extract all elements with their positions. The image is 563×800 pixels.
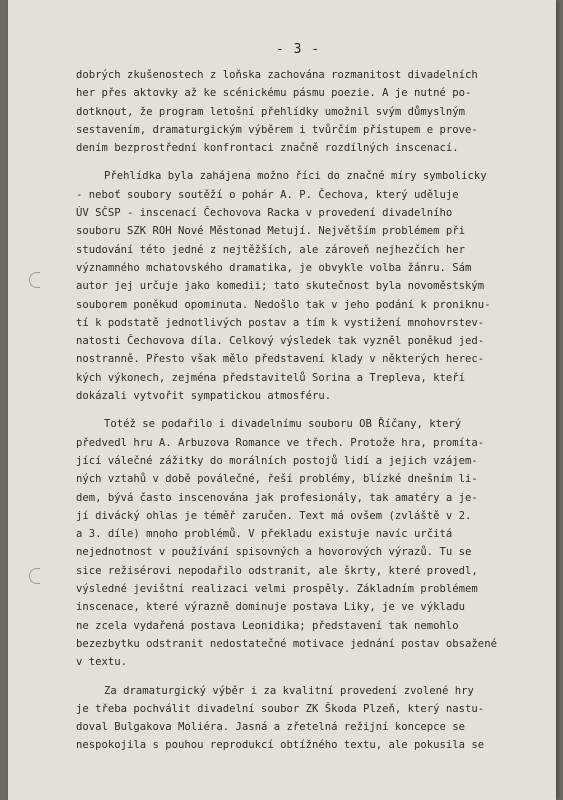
text-line: jí divácký ohlas je téměř zaručen. Text má ovšem (zvláště v 2. [76, 509, 472, 522]
punch-hole [29, 272, 40, 288]
text-line: studování této jedné z nejtěžších, ale zároveň nejhezčích her [76, 243, 466, 256]
text-line: sice režisérovi nepodařilo odstranit, ale škrty, které provedl, [76, 564, 478, 577]
paragraph-1 [76, 66, 546, 157]
text-line: Za dramaturgický výběr i za kvalitní provedení zvolené hry [104, 684, 474, 697]
paragraph-4 [76, 682, 546, 755]
text-line: Totéž se podařilo i divadelnímu souboru OB Říčany, který [104, 418, 462, 431]
text-line: tí k podstatě jednotlivých postav a tím k vystižení mnohovrstev- [76, 316, 485, 329]
text-line: dem, bývá často inscenována jak profesionály, tak amatéry a je- [76, 491, 478, 504]
text-line: kých výkonech, zejména představitelů Sorina a Trepleva, kteří [76, 371, 466, 384]
text-line: Přehlídka byla zahájena možno říci do značné míry symbolicky [104, 170, 487, 183]
text-line: - neboť soubory soutěží o pohár A. P. Čechova, který uděluje [76, 188, 459, 201]
text-line: a 3. díle) mnoho problémů. V překladu existuje navíc určitá [76, 528, 453, 541]
text-line: významného mchatovského dramatika, je obvykle volba žánru. Sám [76, 261, 472, 274]
punch-hole [29, 568, 40, 584]
text-line: ných vztahů v době poválečné, řeší problémy, blízké dnešním li- [76, 473, 478, 486]
text-line: nostranně. Přesto však mělo představení klady v některých herec- [76, 353, 485, 366]
text-line: ne zcela vydařená postava Leonidika; představení tak nemohlo [76, 619, 459, 632]
paragraph-3 [76, 415, 546, 671]
text-line: výsledné jevištní realizaci velmi prospěly. Základním problémem [76, 583, 478, 596]
text-line: inscenace, které výrazně dominuje postava Liky, je ve výkladu [76, 601, 466, 614]
text-line: dobrých zkušenostech z loňska zachována rozmanitost divadelních [76, 69, 478, 81]
text-line: natosti Čechovova díla. Celkový výsledek tak vyzněl poněkud jed- [76, 335, 485, 348]
text-line: jící válečné zážitky do morálních postojů lidí a jejich vzájem- [76, 454, 478, 467]
text-line: nejednotnost v používání spisovných a hovorových výrazů. Tu se [76, 546, 472, 559]
document-body [76, 66, 546, 765]
text-line: her přes aktovky až ke scénickému pásmu poezie. A je nutné po- [76, 87, 472, 100]
document-page [8, 0, 556, 800]
text-line: sestavením, dramaturgickým výběrem i tvůrčím přístupem e prove- [76, 123, 478, 136]
page-number: - 3 - [276, 42, 321, 57]
text-line: souboru SZK ROH Nové Městonad Metují. Největším problémem při [76, 225, 466, 238]
text-line: doval Bulgakova Moliéra. Jasná a zřetelná režijní koncepce se [76, 721, 466, 734]
text-line: v textu. [76, 656, 128, 669]
text-line: autor jej určuje jako komedii; tato skutečnost byla novoměstským [76, 280, 485, 293]
text-line: je třeba pochválit divadelní soubor ZK Škoda Plzeň, který nastu- [76, 702, 485, 715]
text-line: nespokojila s pouhou reprodukcí obtížného textu, ale pokusila se [76, 739, 485, 752]
text-line: dotknout, že program letošní přehlídky umožnil svým důmyslným [76, 105, 466, 118]
text-line: bezezbytku odstranit nedostatečné motivace jednání postav obsažené [76, 637, 497, 650]
paragraph-2 [76, 167, 546, 405]
text-line: souborem poněkud opominuta. Nedošlo tak v jeho podání k proniknu- [76, 298, 491, 311]
text-line: dením bezprostřední konfrontaci značně rozdílných inscenací. [76, 142, 459, 155]
text-line: dokázali vytvořit sympatickou atmosféru. [76, 390, 332, 403]
text-line: předvedl hru A. Arbuzova Romance ve třech. Protože hra, promíta- [76, 436, 485, 449]
text-line: ÚV SČSP - inscenací Čechovova Racka v provedení divadelního [76, 207, 453, 220]
